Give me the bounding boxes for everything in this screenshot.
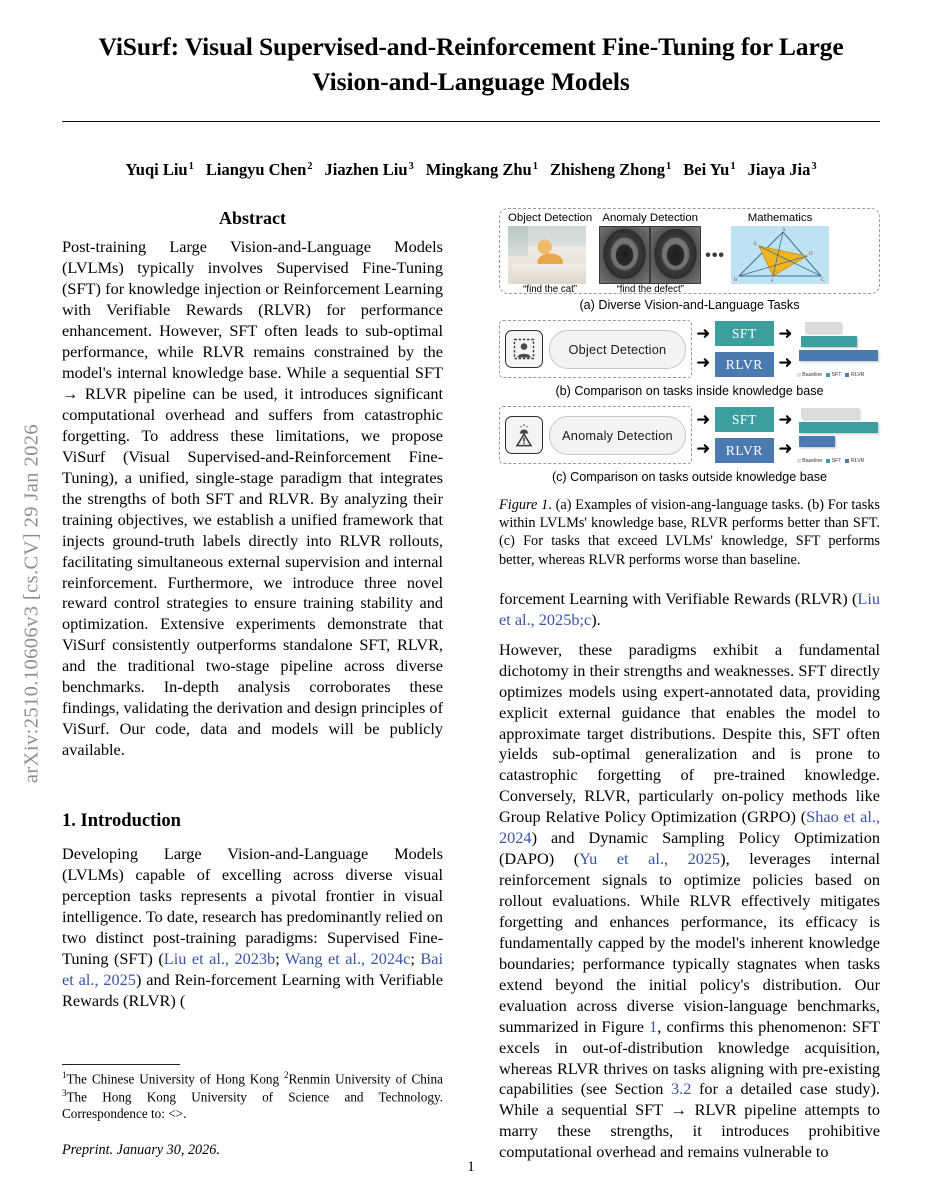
footnote-rule: [62, 1064, 180, 1065]
bar-legend-b: [797, 372, 865, 378]
arrow-right-icon: ➜: [778, 324, 793, 344]
author-affiliation: 2: [307, 160, 313, 172]
bar-group-b: [799, 320, 880, 364]
preprint-notice: Preprint. January 30, 2026.: [62, 1141, 220, 1158]
task-mathematics-example: [731, 213, 829, 285]
bar-group-c: [799, 406, 880, 450]
svg-text:F: F: [771, 279, 774, 285]
arrow-right-icon: ➜: [778, 410, 793, 430]
method-chip-sft: SFT: [715, 321, 774, 346]
citation-link[interactable]: Liu et al., 2023b: [163, 948, 276, 968]
bar-baseline: [805, 322, 841, 333]
author: Jiaya Jia$^3$: [747, 160, 817, 180]
arrow-group-b2: [774, 320, 797, 378]
task-pill-label: Object Detection: [549, 330, 686, 369]
citation-link[interactable]: Liu et al., 2025b;c: [499, 588, 880, 629]
method-chips-b: [715, 320, 774, 378]
author-affiliation: 1: [188, 160, 194, 172]
arrow-right-icon: ➜: [696, 410, 711, 430]
alarm-warning-icon: [505, 416, 543, 454]
intro-paragraph-1-cont: forcement Learning with Verifiable Rewards (RLVR) (Liu et al., 2025b;c).: [499, 588, 880, 629]
cat-photo: [508, 226, 592, 284]
task-prompt: “find the cat”: [523, 284, 578, 296]
arrow-right-icon: ➜: [778, 353, 793, 373]
legend-item-baseline: Baseline: [797, 372, 822, 378]
method-chip-sft: SFT: [715, 407, 774, 432]
bar-chart-b: [797, 320, 880, 378]
title-rule: [62, 121, 880, 122]
task-box-object-detection: [499, 320, 692, 378]
svg-text:D: D: [809, 252, 813, 258]
figure-panel-a-caption: (a) Diverse Vision-and-Language Tasks: [579, 298, 800, 312]
figure-panel-b-caption: (b) Comparison on tasks inside knowledge base: [555, 384, 824, 398]
abstract-heading: Abstract: [219, 208, 286, 228]
author-affiliation: 1: [532, 160, 538, 172]
citation-link[interactable]: Yu et al., 2025: [579, 849, 721, 869]
intro-paragraph-2: However, these paradigms exhibit a fundamental dichotomy in their strengths and weaknesses. SFT directly optimizes models using expert-annotated data, providing explicit external guidance that enables the model to approximate target distributions. Despite this, SFT often yields sub-optimal generalization and is prone to catastrophic forgetting of pre-trained knowledge. Conversely, RLVR, particularly on-policy methods like Group Relative Policy Optimization (GRPO) (Shao et al., 2024) and Dynamic Sampling Policy Optimization (DAPO) (Yu et al., 2025), leverages internal reinforcement signals to optimize policies based on rollout evaluations. While RLVR effectively mitigates forgetting and enhances performance, its efficacy is fundamentally capped by the model's inherent knowledge boundaries; performance typically stagnates when tasks extend beyond the initial policy's distribution. Our evaluation across diverse vision-language benchmarks, summarized in Figure 1, confirms this phenomenon: SFT excels in out-of-distribution knowledge acquisition, whereas RLVR thrives on tasks aligning with pre-existing capabilities (see Section 3.2 for a detailed case study). While a sequential SFT → RLVR pipeline attempts to marry these strengths, it introduces prohibitive computational overhead and remains vulnerable to: [499, 639, 881, 1162]
figure-panel-b: [499, 318, 880, 380]
svg-text:C: C: [821, 278, 825, 284]
page-number: 1: [467, 1159, 475, 1175]
legend-item-rlvr: RLVR: [845, 372, 864, 378]
task-anomaly-detection-example: [599, 213, 701, 295]
author-list: [62, 160, 880, 180]
arrow-right-icon: ➜: [696, 324, 711, 344]
person-bounding-box-icon: [505, 330, 543, 368]
section-heading-introduction: 1. Introduction: [62, 811, 181, 832]
figure-panel-a: [499, 208, 880, 294]
footnote-block: [62, 1064, 443, 1159]
citation-link[interactable]: Shao et al., 2024: [499, 807, 881, 848]
paper-page: [62, 0, 880, 1200]
left-column: [62, 208, 444, 1158]
arxiv-stamp: arXiv:2510.10606v3 [cs.CV] 29 Jan 2026: [20, 423, 43, 784]
author: Mingkang Zhu$^1$: [425, 160, 538, 180]
figure-reference-link[interactable]: 1: [649, 1016, 658, 1036]
arrow-group-c2: [774, 406, 797, 464]
page-title: ViSurf: Visual Supervised-and-Reinforcement Fine-Tuning for Large Vision-and-Language Models: [98, 32, 844, 96]
figure-number: Figure 1: [499, 497, 549, 513]
figure-caption: Figure 1. (a) Examples of vision-ang-language tasks. (b) For tasks within LVLMs' knowledge base, RLVR performs better than SFT. (c) For tasks that exceed LVLMs' knowledge, SFT performs better, whereas RLVR performs worse than baseline.: [499, 497, 880, 568]
method-chip-rlvr: RLVR: [715, 352, 774, 377]
abstract-body: Post-training Large Vision-and-Language Models (LVLMs) typically involves Supervised Fine-Tuning (SFT) for knowledge injection or Reinforcement Learning with Verifiable Rewards (RLVR) for performance enhancement. However, SFT often leads to sub-optimal performance, while RLVR remains constrained by the model's internal knowledge base. While a sequential SFT → RLVR pipeline can be used, it introduces significant computational overhead and suffers from catastrophic forgetting. To address these limitations, we propose ViSurf (Visual Supervised-and-Reinforcement Fine-Tuning), a unified, single-stage paradigm that integrates the strengths of both SFT and RLVR. By analyzing their training objectives, we establish a unified framework that injects ground-truth labels directly into RLVR rollouts, facilitating simultaneous external supervision and internal reinforcement. Furthermore, we introduce three novel reward control strategies to ensure training stability and optimization. Extensive experiments demonstrate that ViSurf consistently outperforms standalone SFT, RLVR, and the traditional two-stage pipeline across diverse benchmarks. In-depth analysis corroborates these findings, validating the derivation and design principles of ViSurf. Our code, data and models will be publicly available.: [62, 237, 443, 760]
task-label: Object Detection: [508, 212, 593, 224]
right-column-body: [499, 589, 880, 1163]
legend-item-sft: SFT: [826, 458, 841, 464]
svg-text:E: E: [754, 242, 758, 248]
figure-1: [499, 208, 880, 569]
task-prompt: “find the defect”: [616, 284, 684, 296]
citation-link[interactable]: Wang et al., 2024c: [284, 948, 411, 968]
author-affiliation: 1: [666, 160, 672, 172]
bar-rlvr: [799, 436, 835, 447]
task-pill-label: Anomaly Detection: [549, 416, 686, 455]
ellipsis-icon: •••: [705, 247, 726, 264]
svg-text:B: B: [734, 278, 738, 284]
introduction-section: [62, 811, 443, 1012]
author: Zhisheng Zhong$^1$: [549, 160, 672, 180]
defect-photo: [599, 226, 701, 284]
task-object-detection-example: [508, 213, 592, 295]
bar-baseline: [801, 408, 859, 419]
bar-sft: [799, 422, 878, 433]
legend-item-baseline: Baseline: [797, 458, 822, 464]
bar-legend-c: [797, 458, 865, 464]
geometry-diagram: [731, 226, 829, 284]
bar-sft: [801, 336, 857, 347]
arrow-right-icon: ➜: [696, 439, 711, 459]
author-affiliation: 3: [811, 160, 817, 172]
author: Jiazhen Liu$^3$: [324, 160, 414, 180]
arrow-right-icon: ➜: [696, 353, 711, 373]
author-affiliation: 3: [408, 160, 414, 172]
arrow-right-icon: ➜: [778, 439, 793, 459]
section-reference-link[interactable]: 3.2: [671, 1079, 692, 1099]
figure-panel-c-caption: (c) Comparison on tasks outside knowledge base: [551, 470, 828, 484]
body-columns: [62, 208, 880, 1168]
legend-item-sft: SFT: [826, 372, 841, 378]
author-affiliation: 1: [730, 160, 736, 172]
intro-paragraph-1: Developing Large Vision-and-Language Models (LVLMs) capable of excelling across diverse visual perception tasks represents a pivotal frontier in visual intelligence. To date, research has predominantly relied on two distinct post-training paradigms: Supervised Fine-Tuning (SFT) (Liu et al., 2023b; Wang et al., 2024c; Bai et al., 2025) and Rein-forcement Learning with Verifiable Rewards (RLVR) (: [62, 844, 444, 1010]
legend-item-rlvr: RLVR: [845, 458, 864, 464]
arrow-group-c1: [692, 406, 715, 464]
citation-link[interactable]: Bai et al., 2025: [62, 948, 443, 989]
bar-rlvr: [799, 350, 878, 361]
arrow-group-b1: [692, 320, 715, 378]
task-box-anomaly-detection: [499, 406, 692, 464]
author: Yuqi Liu$^1$: [125, 160, 194, 180]
svg-text:A: A: [782, 228, 786, 234]
bar-chart-c: [797, 406, 880, 464]
author: Liangyu Chen$^2$: [205, 160, 313, 180]
right-column: [499, 208, 880, 1163]
task-label: Mathematics: [747, 212, 813, 224]
task-label: Anomaly Detection: [602, 212, 699, 224]
method-chip-rlvr: RLVR: [715, 438, 774, 463]
affiliation-footnote: $^1$The Chinese University of Hong Kong $^2$Renmin University of China $^3$The Hong Kong University of Science and Technology. Correspondence to: <>.: [62, 1070, 443, 1122]
author: Bei Yu$^1$: [683, 160, 736, 180]
geometry-svg: [731, 226, 829, 284]
method-chips-c: [715, 406, 774, 464]
figure-panel-c: [499, 404, 880, 466]
